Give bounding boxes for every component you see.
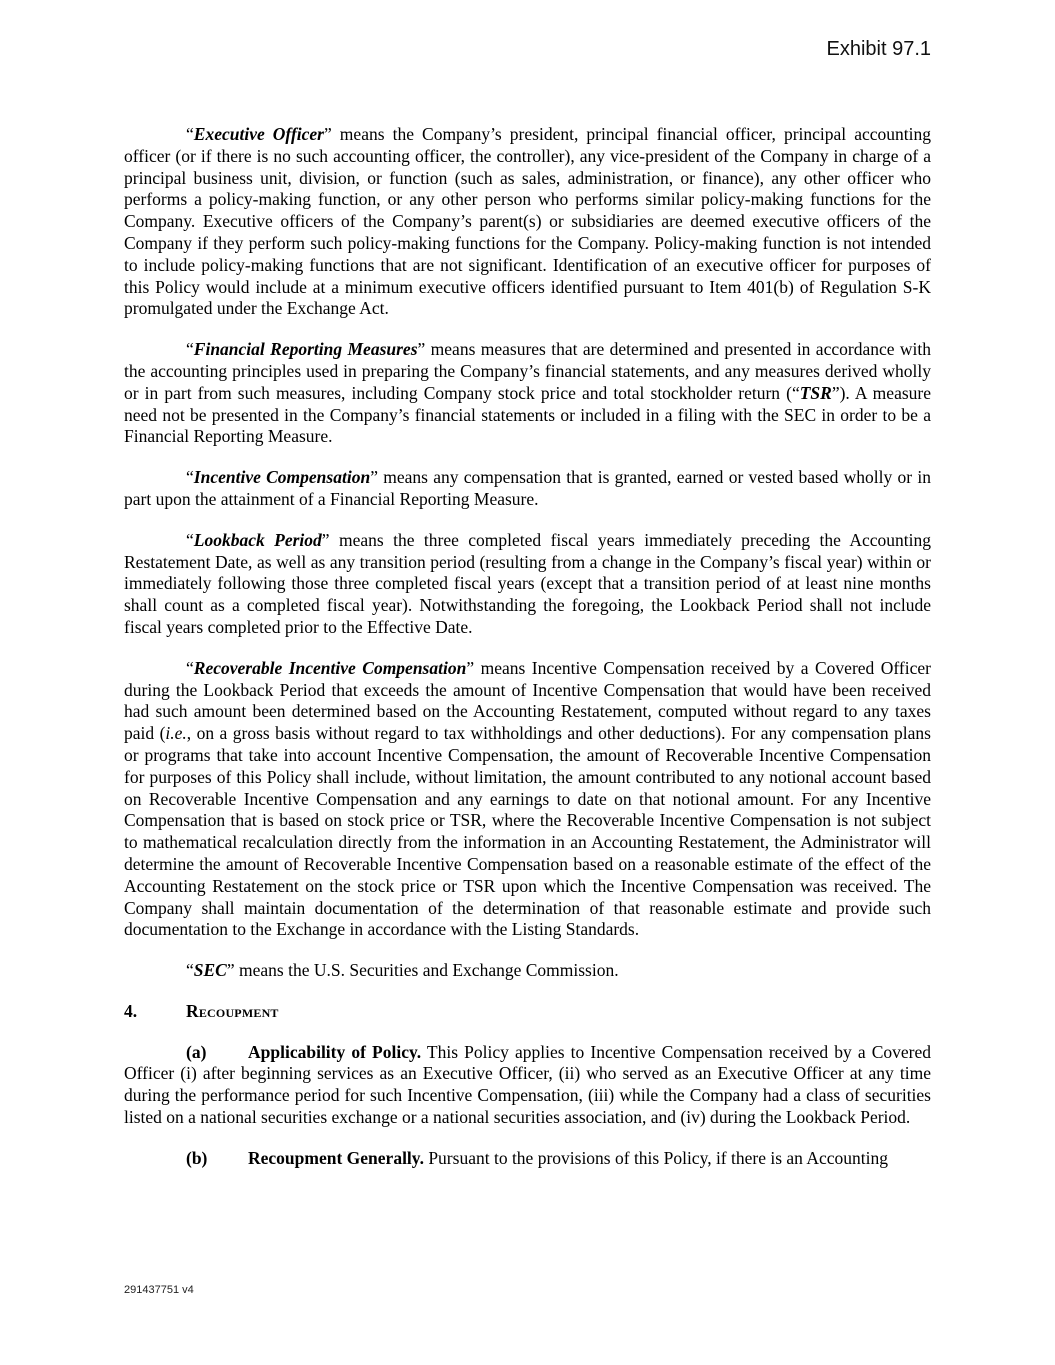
defined-term: Lookback Period xyxy=(193,529,322,550)
defined-term: Executive Officer xyxy=(193,124,324,144)
definition-text: ” means the three completed fiscal years immediately preceding the Accounting Restatement Date, as well as any transition period (resulting from a change in the Company’s fiscal year) within or immediately following those three completed fiscal years (except that a transition period of at least nine months shall count as a completed fiscal year). Notwithstanding the foregoing, the Lookback Period shall not include fiscal years completed prior to the Effective Date. xyxy=(124,529,932,637)
defined-term-tsr: TSR xyxy=(799,382,832,403)
ie-abbreviation: i.e. xyxy=(165,723,187,744)
subsection-text: This Policy applies to Incentive Compensation received by a Covered Officer (i) after beginning services as an Executive Officer, (ii) who served as an Executive Officer at any time during the performance period for such Incentive Compensation, (iii) while the Company had a class of securities listed on a national securities exchange or a national securities association, and (iv) during the Lookback Period. xyxy=(124,1041,931,1128)
subsection-label: (a) xyxy=(186,1041,207,1062)
defined-term: SEC xyxy=(193,960,227,981)
definition-text: ” means the Company’s president, principal financial officer, principal accounting officer (or if there is no such accounting officer, the controller), any vice-president of the Company in charge of a principal business unit, division, or function (such as sales, administration, or finance), any other officer who performs a policy-making function, or any other person who performs similar policy-making functions for the Company. Executive officers of the Company’s parent(s) or subsidiaries are deemed executive officers of the Company if they perform such policy-making functions for the Company. Policy-making function is not intended to include policy-making functions that are not significant. Identification of an executive officer for purposes of this Policy would include at a minimum executive officers identified pursuant to Item 401(b) of Regulation S-K promulgated under the Exchange Act. xyxy=(124,124,931,319)
open-quote: “ xyxy=(186,124,194,144)
document-body xyxy=(124,124,931,1189)
section-number: 4. xyxy=(124,1000,138,1021)
section-title: Recoupment xyxy=(186,1000,279,1021)
open-quote: “ xyxy=(186,339,194,360)
defined-term: Recoverable Incentive Compensation xyxy=(193,657,467,678)
defined-term: Incentive Compensation xyxy=(193,467,371,488)
section-heading-recoupment xyxy=(124,1001,931,1023)
definition-incentive-compensation xyxy=(124,467,931,511)
definition-text: ” means any compensation that is granted, earned or vested based wholly or in part upon the attainment of a Financial Reporting Measure. xyxy=(124,467,932,509)
exhibit-label: Exhibit 97.1 xyxy=(826,38,931,60)
definition-text: ” means the U.S. Securities and Exchange Commission. xyxy=(226,960,619,981)
subsection-label: (b) xyxy=(186,1147,208,1168)
subsection-b xyxy=(124,1148,931,1170)
definition-sec xyxy=(124,960,931,982)
open-quote: “ xyxy=(186,467,194,488)
defined-term: Financial Reporting Measures xyxy=(193,339,418,360)
definition-text: ” means measures that are determined and presented in accordance with the accounting principles used in preparing the Company’s financial statements, and any measures derived wholly or in part from such measures, including Company stock price and total stockholder return (“ xyxy=(124,339,931,403)
subsection-title: Recoupment Generally. xyxy=(248,1147,424,1168)
definition-financial-reporting-measures xyxy=(124,339,931,448)
open-quote: “ xyxy=(186,657,194,678)
subsection-a xyxy=(124,1042,931,1129)
definition-text-continued: , on a gross basis without regard to tax withholdings and other deductions). For any compensation plans or programs that take into account Incentive Compensation, the amount of Recoverable Incentive Compensation for purposes of this Policy shall include, without limitation, the amount contributed to any notional account based on Recoverable Incentive Compensation and any earnings to date on that notional amount. For any Incentive Compensation that is based on stock price or TSR, where the Recoverable Incentive Compensation is not subject to mathematical recalculation directly from the information in an Accounting Restatement, the Administrator will determine the amount of Recoverable Incentive Compensation based on a reasonable estimate of the effect of the Accounting Restatement on the stock price or TSR upon which the Incentive Compensation was received. The Company shall maintain documentation of the determination of that reasonable estimate and provide such documentation to the Exchange in accordance with the Listing Standards. xyxy=(124,723,931,940)
definition-text: ” means Incentive Compensation received by a Covered Officer during the Lookback Period that exceeds the amount of Incentive Compensation that would have been received had such amount been determined based on the Accounting Restatement, computed without regard to any taxes paid ( xyxy=(124,657,931,744)
open-quote: “ xyxy=(186,960,194,981)
definition-executive-officer xyxy=(124,124,931,320)
definition-recoverable-incentive-compensation xyxy=(124,658,931,941)
subsection-title: Applicability of Policy. xyxy=(248,1041,422,1062)
subsection-text: Pursuant to the provisions of this Policy, if there is an Accounting xyxy=(423,1147,888,1168)
document-id: 291437751 v4 xyxy=(124,1284,194,1296)
definition-lookback-period xyxy=(124,530,931,639)
open-quote: “ xyxy=(186,529,194,550)
definition-text-continued: ”). A measure need not be presented in the Company’s financial statements or included in a filing with the SEC in order to be a Financial Reporting Measure. xyxy=(124,382,931,447)
